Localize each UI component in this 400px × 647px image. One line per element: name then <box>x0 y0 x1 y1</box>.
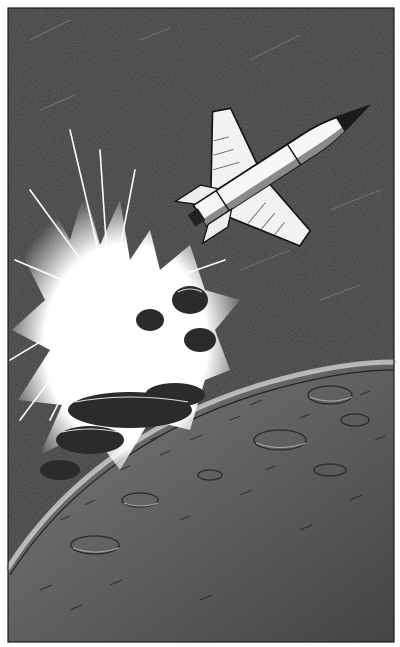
smoke-puff <box>40 460 80 480</box>
smoke-puff <box>136 309 164 331</box>
smoke-puff <box>145 383 205 407</box>
smoke-puff <box>184 328 216 352</box>
smoke-puff <box>56 426 124 454</box>
smoke-puff <box>172 286 208 314</box>
